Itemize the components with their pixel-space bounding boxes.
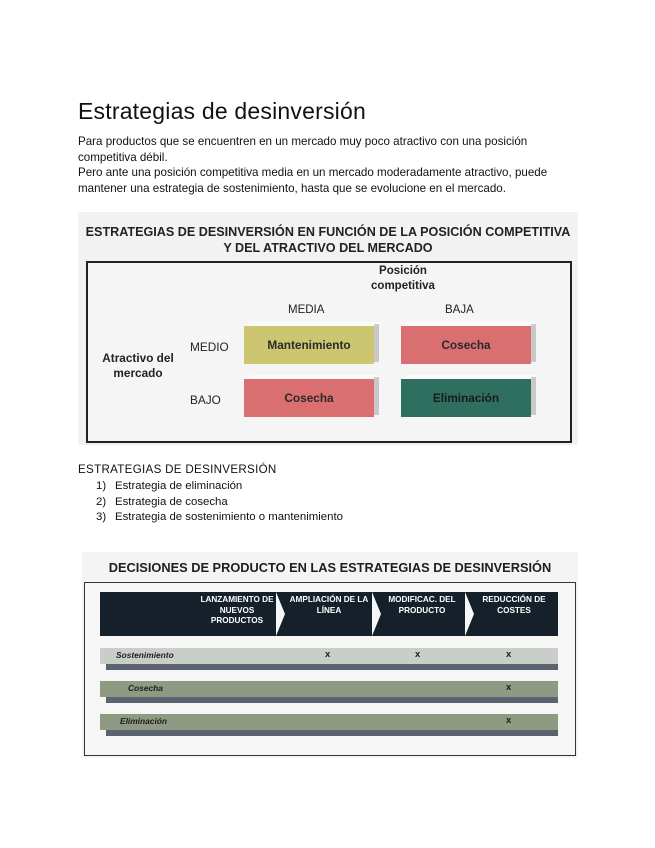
mark-ampliacion: x xyxy=(325,649,331,660)
list-item xyxy=(96,495,343,511)
attractiveness-axis-label: Atractivo del mercado xyxy=(102,351,174,380)
table-row xyxy=(100,714,558,730)
list-text: Estrategia de eliminación xyxy=(115,480,243,492)
header-ampliacion: AMPLIACIÓN DE LA LÍNEA xyxy=(289,595,369,615)
intro-paragraph-1: Para productos que se encuentren en un mercado muy poco atractivo con una posición competitiva débil. xyxy=(78,135,528,164)
header-reduccion: REDUCCIÓN DE COSTES xyxy=(482,595,546,615)
page-title: Estrategias de desinversión xyxy=(78,98,366,124)
row-label-medio: MEDIO xyxy=(190,340,229,354)
list-item xyxy=(96,510,343,526)
mark-reduccion: x xyxy=(506,715,512,726)
cell-medio-baja: Cosecha xyxy=(401,326,531,364)
row-label-bajo: BAJO xyxy=(190,393,221,407)
list-item xyxy=(96,479,343,495)
row-label-sostenimiento: Sostenimiento xyxy=(116,650,174,660)
row-shadow xyxy=(106,730,558,736)
decisions-title: DECISIONES DE PRODUCTO EN LAS ESTRATEGIAS DE DESINVERSIÓN xyxy=(108,560,552,575)
row-label-cosecha: Cosecha xyxy=(128,683,163,693)
table-row xyxy=(100,648,558,664)
cell-bajo-baja: Eliminación xyxy=(401,379,531,417)
matrix-title xyxy=(78,224,578,256)
row-shadow xyxy=(106,664,558,670)
strategy-matrix-figure xyxy=(78,212,578,445)
list-number: 1) xyxy=(96,480,107,492)
list-text: Estrategia de sostenimiento o mantenimiento xyxy=(115,511,343,524)
product-decisions-figure xyxy=(82,552,578,758)
cell-medio-media: Mantenimiento xyxy=(244,326,374,364)
row-shadow xyxy=(106,697,558,703)
row-label-eliminacion: Eliminación xyxy=(120,716,168,726)
strategy-list xyxy=(96,479,343,526)
cell-bajo-media: Cosecha xyxy=(244,379,374,417)
list-number: 3) xyxy=(96,511,107,524)
header-modificacion: MODIFICAC. DEL PRODUCTO xyxy=(388,595,456,615)
matrix-title-line-1: ESTRATEGIAS DE DESINVERSIÓN EN FUNCIÓN DE LA POSICIÓN COMPETITIVA xyxy=(85,225,571,239)
table-row xyxy=(100,681,558,697)
list-heading: ESTRATEGIAS DE DESINVERSIÓN xyxy=(78,463,277,476)
list-text: Estrategia de cosecha xyxy=(115,495,228,508)
mark-reduccion: x xyxy=(506,649,512,660)
position-axis-label: Posición competitiva xyxy=(371,265,435,292)
matrix-title-line-2: Y DEL ATRACTIVO DEL MERCADO xyxy=(223,241,433,255)
mark-reduccion: x xyxy=(506,682,512,693)
header-lanzamiento: LANZAMIENTO DE NUEVOS PRODUCTOS xyxy=(200,595,274,625)
mark-modificacion: x xyxy=(415,649,421,660)
column-label-baja: BAJA xyxy=(445,304,474,316)
intro-paragraph-2: Pero ante una posición competitiva media en un mercado moderadamente atractivo, puede mantener una estrategia de sostenimiento, hasta que se evolucione en el mercado. xyxy=(78,166,548,195)
column-label-media: MEDIA xyxy=(288,304,325,316)
list-number: 2) xyxy=(96,495,107,508)
